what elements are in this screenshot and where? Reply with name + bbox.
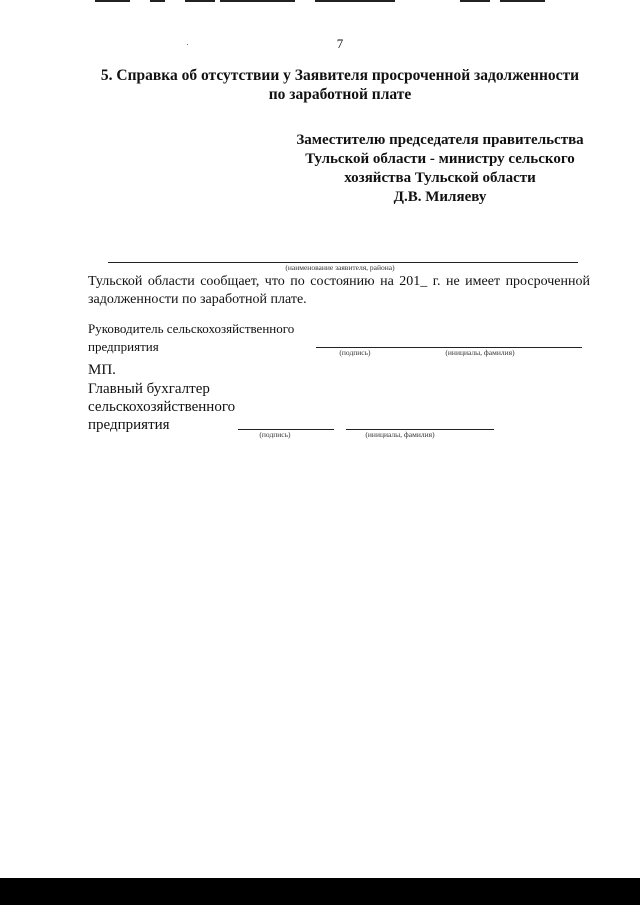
scan-artifact-line — [150, 0, 165, 2]
scan-artifact-line — [185, 0, 215, 2]
label-line: Руководитель сельскохозяйственного — [88, 321, 295, 336]
head-signature-caption: (подпись) — [339, 348, 371, 357]
label-line: сельскохозяйственного — [88, 399, 236, 415]
document-title — [60, 66, 620, 104]
head-name-caption: (инициалы, фамилия) — [445, 348, 515, 357]
accountant-signature-caption: (подпись) — [259, 430, 291, 439]
body-text: Тульской области сообщает, что по состоянию на 201_ г. не имеет просроченной задолженности по заработной плате. — [88, 274, 590, 307]
addressee-block — [270, 131, 610, 207]
addressee-name: Д.В. Миляеву — [393, 189, 487, 205]
page-number: 7 — [336, 36, 344, 51]
title-line: 5. Справка об отсутствии у Заявителя просроченной задолженности — [100, 67, 580, 84]
addressee-line: Тульской области - министру сельского — [305, 151, 575, 167]
scan-artifact-line — [460, 0, 490, 2]
stamp-label: МП. — [88, 362, 116, 378]
scan-artifact-line — [500, 0, 545, 2]
scan-border — [0, 878, 640, 905]
accountant-signature-label — [88, 380, 288, 434]
accountant-name-caption: (инициалы, фамилия) — [365, 430, 435, 439]
head-signature-label — [88, 320, 318, 356]
addressee-line: Заместителю председателя правительства — [296, 132, 584, 148]
applicant-caption: (наименование заявителя, района) — [285, 263, 395, 272]
scan-artifact-line — [95, 0, 130, 2]
scan-artifact-line — [315, 0, 395, 2]
label-line: предприятия — [88, 417, 170, 433]
addressee-line: хозяйства Тульской области — [344, 170, 536, 186]
title-line: по заработной плате — [268, 86, 412, 103]
scan-artifact-line — [220, 0, 295, 2]
label-line: Главный бухгалтер — [88, 381, 210, 397]
label-line: предприятия — [88, 339, 159, 354]
